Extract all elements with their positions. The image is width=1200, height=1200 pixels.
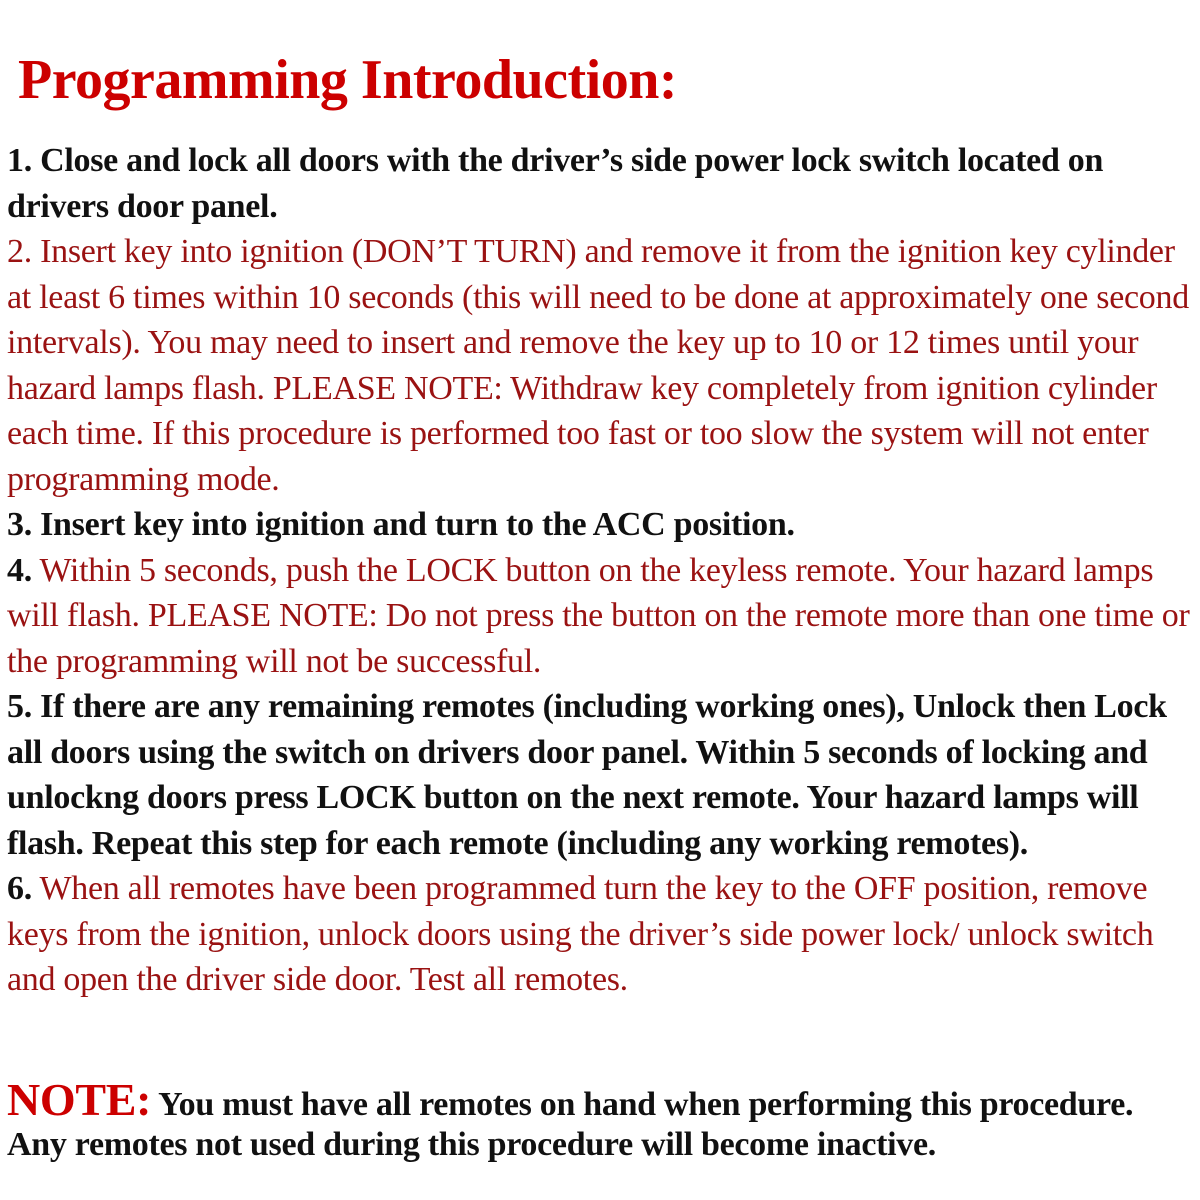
step-3 (7, 502, 1193, 548)
step-6 (7, 866, 1193, 1003)
note-label: NOTE: (7, 1074, 152, 1125)
note-block (7, 1074, 1193, 1165)
step-4-text: Within 5 seconds, push the LOCK button on the keyless remote. Your hazard lamps will flash. PLEASE NOTE: Do not press the button on the remote more than one time or the programming will not be successful. (7, 551, 1190, 680)
step-2 (7, 229, 1193, 502)
step-1-text: Close and lock all doors with the driver’s side power lock switch located on drivers door panel. (7, 142, 1104, 225)
step-6-text: When all remotes have been programmed turn the key to the OFF position, remove keys from the ignition, unlock doors using the driver’s side power lock/ unlock switch and open the driver side door. Test all remotes. (7, 870, 1154, 998)
step-2-text: Insert key into ignition (DON’T TURN) and remove it from the ignition key cylinder at least 6 times within 10 seconds (this will need to be done at approximately one second intervals). You may need to insert and remove the key up to 10 or 12 times until your hazard lamps flash. PLEASE NOTE: Withdraw key completely from ignition cylinder each time. If this procedure is performed too fast or too slow the system will not enter programming mode. (7, 233, 1189, 498)
step-3-number: 3. (7, 506, 32, 543)
steps-list (7, 138, 1193, 1003)
step-1 (7, 138, 1193, 229)
note-text: You must have all remotes on hand when performing this procedure. Any remotes not used during this procedure will become inactive. (7, 1086, 1134, 1163)
step-5 (7, 684, 1193, 866)
step-3-text: Insert key into ignition and turn to the ACC position. (40, 506, 795, 543)
step-4-number: 4. (7, 551, 32, 589)
page-title: Programming Introduction: (18, 49, 677, 111)
step-6-number: 6. (7, 870, 32, 907)
step-2-number: 2. (7, 233, 32, 270)
step-1-number: 1. (7, 142, 32, 179)
step-5-number: 5. (7, 688, 32, 725)
step-5-text: If there are any remaining remotes (including working ones), Unlock then Lock all doors using the switch on drivers door panel. Within 5 seconds of locking and unlockng doors press LOCK button on the next remote. Your hazard lamps will flash. Repeat this step for each remote (including any working remotes). (7, 688, 1167, 862)
step-4 (7, 548, 1193, 685)
